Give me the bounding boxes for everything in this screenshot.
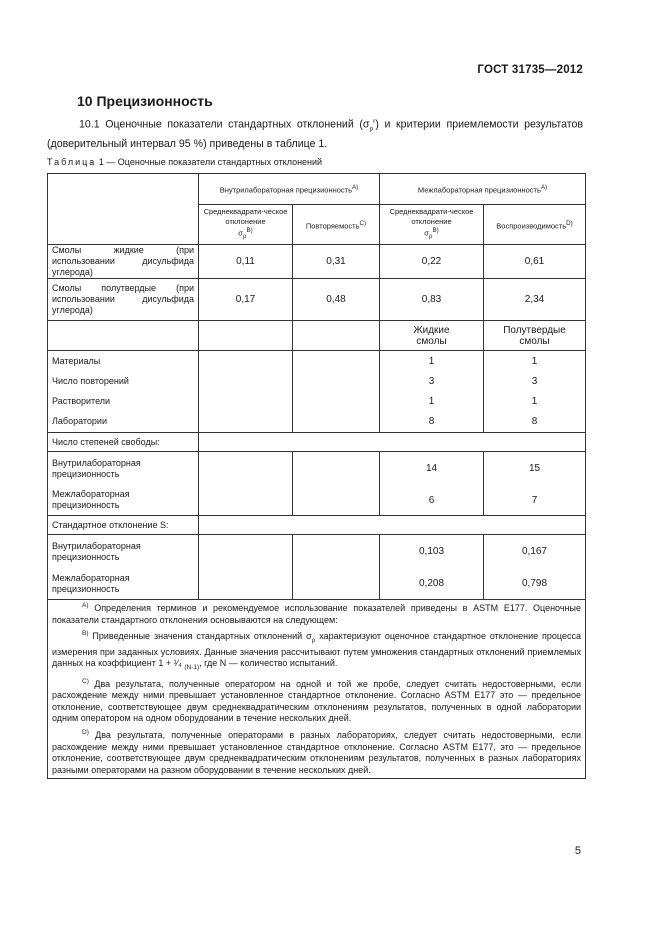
cell-value: 1 [484,351,586,372]
intro-paragraph [47,115,583,152]
note-b-mark: B) [82,630,89,638]
note-b-sub-n: (N-1) [184,663,200,671]
empty-cell [199,535,293,569]
header-repeatability-note: C) [359,219,367,227]
note-c-mark: C) [82,677,89,685]
cell-value: 0,167 [484,535,586,569]
empty-cell [199,486,293,516]
cell-value: 3 [380,372,484,392]
intro-sigma-sup: r [373,118,376,125]
cell-value: 8 [380,412,484,433]
table-row [48,569,586,600]
empty-cell [199,372,293,392]
note-b-text-2: характеризуют оценочное стандартное отклонение процесса измерения при заданных условиях. Данные значения рассчитывают путем умножения стандартных отклонений приемлемых данных на коэффициент 1 + ¹⁄₄ [52,631,582,669]
row-label: Смолы жидкие (при использовании дисульфида углерода) [48,245,199,279]
cell-value: 14 [380,452,484,486]
empty-cell [48,321,199,351]
note-b-sigma-sub: ρ [311,636,316,644]
empty-cell [293,372,380,392]
row-label: Растворители [48,392,199,412]
note-c [52,676,581,725]
header-repeatability-label: Повторяемость [305,221,360,230]
table-row [48,412,586,433]
table-row [48,452,586,486]
header-rms-inter [380,205,484,245]
table-notes [48,600,586,779]
cell-value: 1 [380,351,484,372]
cell-value: 0,208 [380,569,484,600]
empty-cell [199,516,586,535]
header-rms-intra-sup: B) [246,227,253,235]
header-rms-intra-sub: ρ [242,233,247,241]
note-b-text-1: Приведенные значения стандартных отклонений [92,631,307,642]
header-rms-intra-label: Среднеквадрати-ческое отклонение [203,207,288,226]
resin-header-liquid: Жидкие смолы [380,321,484,351]
dof-title-row [48,433,586,452]
empty-cell [199,351,293,372]
dof-title: Число степеней свободы: [48,433,199,452]
empty-cell [199,412,293,433]
row-label: Внутрилабораторная прецизионность [48,452,199,486]
page-number: 5 [574,845,581,857]
table-row [48,245,586,279]
cell-value: 0,798 [484,569,586,600]
row-label: Материалы [48,351,199,372]
note-b-text-3: , где N — количество испытаний. [199,658,338,669]
header-reproducibility-note: D) [566,219,573,227]
precision-table [47,173,586,779]
cell-value: 15 [484,452,586,486]
note-b [52,628,581,673]
note-b-sigma: σ [306,631,312,642]
resin-header-row [48,321,586,351]
cell-value: 1 [380,392,484,412]
header-inter-group [380,174,586,205]
empty-cell [199,569,293,600]
cell-value: 0,22 [380,245,484,279]
intro-text-b: ) и критерии приемлемости результатов (доверительный интервал 95 %) приведены в таблице 1. [47,118,583,151]
header-inter-group-label: Межлабораторная прецизионность [417,185,541,195]
intro-text-a: 10.1 Оценочные показатели стандартных отклонений ( [79,118,363,131]
section-title: 10 Прецизионность [77,93,213,109]
header-rms-inter-label: Среднеквадрати-ческое отклонение [389,207,474,226]
note-d-text: Два результата, полученные операторами в разных лабораториях, следует считать недостоверными, если расхождение между ними превышает установленное стандартное отклонение. Согласно ASTM E177, это — предельное отклонение, соответствующее двум среднеквадратическим отклонениям результатов, полученных в разных лабораториях разными операторами на разном оборудовании в течение нескольких дней. [52,729,582,775]
table-caption [47,157,322,167]
empty-cell [293,535,380,569]
row-label: Межлабораторная прецизионность [48,569,199,600]
header-reproducibility [484,205,586,245]
header-repeatability [293,205,380,245]
cell-value: 0,83 [380,279,484,321]
table-row [48,279,586,321]
sd-title-row [48,516,586,535]
empty-cell [199,433,586,452]
intro-sigma-sub: ρ [369,125,374,133]
note-d [52,727,581,776]
table-row [48,486,586,516]
intro-sigma: σ [362,118,370,131]
row-label: Число повторений [48,372,199,392]
resin-header-semisolid: Полутвердые смолы [484,321,586,351]
header-intra-group-label: Внутрилабораторная прецизионность [219,185,353,195]
header-empty-cell [48,174,199,245]
cell-value: 0,31 [293,245,380,279]
cell-value: 6 [380,486,484,516]
empty-cell [293,569,380,600]
table-header-row-1 [48,174,586,205]
document-id: ГОСТ 31735—2012 [477,64,583,76]
cell-value: 2,34 [484,279,586,321]
header-reproducibility-label: Воспроизводимость [496,221,567,230]
empty-cell [199,321,293,351]
cell-value: 8 [484,412,586,433]
table-row [48,392,586,412]
header-intra-note: A) [352,184,359,191]
header-intra-group [199,174,380,205]
cell-value: 7 [484,486,586,516]
header-rms-intra [199,205,293,245]
note-a [52,600,581,626]
cell-value: 3 [484,372,586,392]
empty-cell [293,452,380,486]
empty-cell [293,486,380,516]
table-row [48,535,586,569]
header-rms-intra-sigma: σ [238,228,243,238]
row-label: Лаборатории [48,412,199,433]
note-c-text: Два результата, полученные оператором на одной и той же пробе, следует считать недостоверными, если расхождение между ними превышает установленное стандартное отклонение. Согласно ASTM E177 это — предельное отклонение, соответствующее двум среднеквадратическим отклонениям результатов, полученных в одной лаборатории одним оператором на одном оборудовании в течение нескольких дней. [52,678,582,724]
empty-cell [199,452,293,486]
note-a-text: Определения терминов и рекомендуемое использование показателей приведены в ASTM E177. Оценочные показатели стандартного отклонения основываются на следующем: [52,603,581,625]
empty-cell [293,351,380,372]
empty-cell [293,321,380,351]
empty-cell [293,392,380,412]
table-caption-prefix: Таблица [47,157,97,167]
cell-value: 1 [484,392,586,412]
cell-value: 0,17 [199,279,293,321]
table-row [48,351,586,372]
row-label: Внутрилабораторная прецизионность [48,535,199,569]
cell-value: 0,48 [293,279,380,321]
table-caption-text: 1 — Оценочные показатели стандартных отклонений [96,157,323,167]
notes-row [48,600,586,779]
cell-value: 0,61 [484,245,586,279]
header-rms-inter-sub: ρ [428,233,433,241]
table-row [48,372,586,392]
row-label: Межлабораторная прецизионность [48,486,199,516]
header-rms-inter-sup: B) [432,227,439,235]
cell-value: 0,11 [199,245,293,279]
cell-value: 0,103 [380,535,484,569]
empty-cell [293,412,380,433]
note-d-mark: D) [82,728,89,736]
empty-cell [199,392,293,412]
sd-title: Стандартное отклонение S: [48,516,199,535]
row-label: Смолы полутвердые (при использовании дисульфида углерода) [48,279,199,321]
note-a-mark: A) [82,602,89,609]
header-rms-inter-sigma: σ [424,228,429,238]
header-inter-note: A) [540,184,548,191]
